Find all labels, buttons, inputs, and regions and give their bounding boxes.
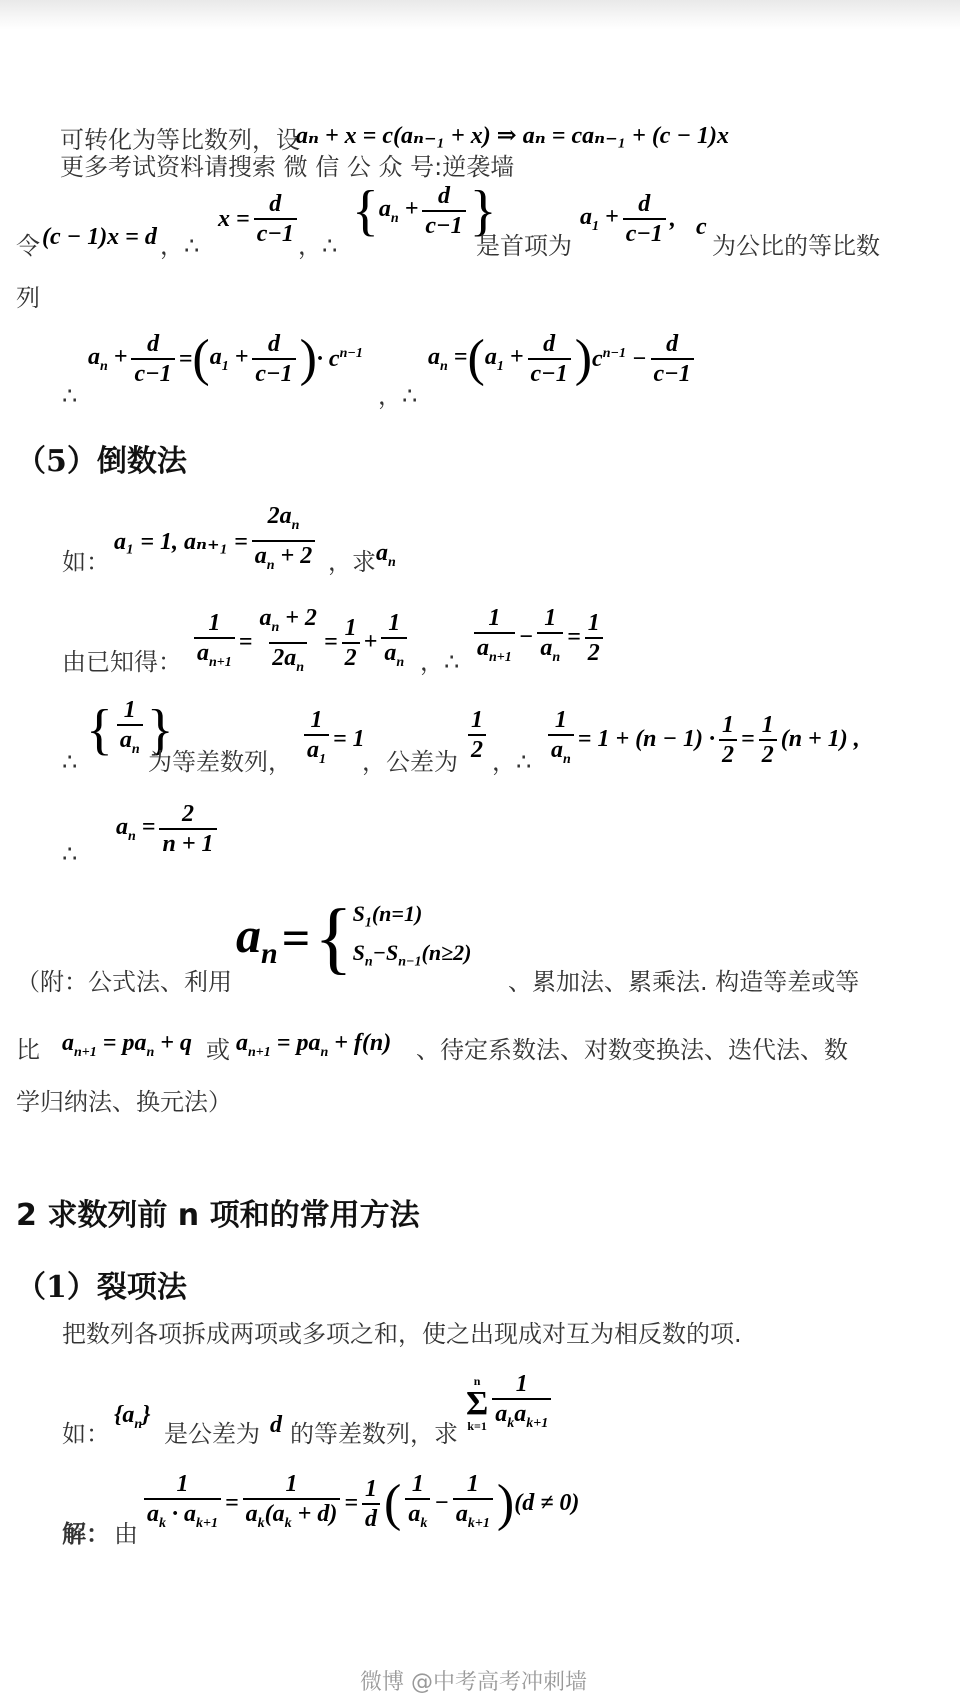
therefore-1: ，∴ [160,232,200,260]
ru2-mid: 是公差为 [164,1420,260,1448]
formula-an-final: $a_n$ = $\frac{2}{n + 1}$ [116,800,221,858]
formula-c-minus-1-x: (c − 1)x = d [42,224,157,250]
ru-label: 如： [62,548,110,576]
formula-seq-set: { $a_n$ + $\frac{d}{c-1}$ } [352,180,497,242]
formula-general-recip: $\frac{1}{a_n}$ = 1 + (n − 1) · $\frac{1}{2}$ = $\frac{1}{2}$ (n + 1) , [544,706,860,774]
wei-dengcha: 为等差数列， [148,748,292,776]
section-2-title: 2 求数列前 n 项和的常用方法 [16,1198,420,1233]
therefore-2: ，∴ [298,232,338,260]
formula-recurrence: a₁ = 1, aₙ₊₁ = $\frac{2a_n}{a_n + 2}$ [114,502,319,580]
fu-after: 、累加法、累乘法. 构造等差或等 [508,968,860,996]
ru2-after: 的等差数列，求 [290,1420,458,1448]
c-letter: c [696,214,707,240]
formula-recip-set: { $\frac{1}{a_n}$ } [86,696,174,764]
seq-an-set: $\{a_n\}$ [114,1402,151,1432]
formula-split: $\frac{1}{a_k \cdot a_{k+1}}$ = $\frac{1}{a_k(a_k + d)}$ = $\frac{1}{d}$ ( $\frac{1}{a_k}$ − $\frac{1}{a_{k+1}}$ ) (d ≠ 0) [140,1470,579,1538]
formula-an-result: $a_n$ = ( $a_1$ + $\frac{d}{c-1}$ ) $c^{n-1}$ − $\frac{d}{c-1}$ [428,330,698,388]
x-equals: x = [218,205,250,232]
therefore-8: ∴ [62,840,78,868]
formula-first-recip: $\frac{1}{a_1}$ = 1 [300,706,365,774]
an-target: $a_n$ [376,540,396,570]
ru2-label: 如： [62,1420,110,1448]
formula-sum: n Σ k=1 $\frac{1}{a_ka_{k+1}}$ [466,1370,555,1438]
ling-text: 令 [16,232,40,260]
formula-pa-q: $a_{n+1} = pa_n + q$ [62,1030,192,1060]
bi-label: 比 [16,1036,40,1064]
gongbi-text: 为公比的等比数 [712,232,880,260]
formula-half: $\frac{1}{2}$ [464,706,490,764]
jie-you: 由 [114,1520,138,1548]
fu-label: （附：公式法、利用 [16,968,232,996]
bi-after: 、待定系数法、对数变换法、迭代法、数 [416,1036,848,1064]
appendix-end: 学归纳法、换元法） [16,1088,232,1116]
bi-or: 或 [206,1036,230,1064]
therefore-4: ，∴ [378,382,418,410]
youyizhi: 由已知得： [62,648,182,676]
qiu-an: ，求 [328,548,376,576]
therefore-3: ∴ [62,382,78,410]
search-notice: 更多考试资料请搜索 微 信 公 众 号:逆袭墙 [60,153,515,181]
formula-first-term: $a_1$ + $\frac{d}{c-1}$ , [580,191,676,247]
therefore-6: ∴ [62,748,78,776]
ru2-d: d [270,1412,282,1438]
lie-text: 列 [16,284,40,312]
formula-sn-cases: $a_n$ = { $S_1(n=1)$ $S_n-S_{n-1}(n\ge 2)$ [236,894,472,982]
gongcha-wei: ，公差为 [362,748,458,776]
jie-label: 解： [62,1520,110,1548]
weibo-watermark: 微博 @中考高考冲刺墙 [360,1670,587,1695]
top-bar [0,0,960,30]
formula-an-plus: $a_n$ + $\frac{d}{c-1}$ = ( $a_1$ + $\frac{d}{c-1}$ ) · $c^{n-1}$ [88,330,363,387]
formula-difference: $\frac{1}{a_{n+1}}$ − $\frac{1}{a_n}$ = $\frac{1}{2}$ [470,604,607,672]
split-method-desc: 把数列各项拆成两项或多项之和，使之出现成对互为相反数的项. [62,1320,742,1348]
line-1-text: 可转化为等比数列，设 [60,126,300,154]
line-1-formula: aₙ + x = c(aₙ₋₁ + x) ⇒ aₙ = caₙ₋₁ + (c − 1)x [296,123,729,149]
formula-pa-fn: $a_{n+1} = pa_n + f(n)$ [236,1030,392,1060]
formula-x-eq [218,190,301,248]
section-5-title: （5）倒数法 [16,444,187,479]
frac-d-over-c-1: $\frac{d}{c-1}$ [254,190,297,248]
formula-reciprocal: $\frac{1}{a_{n+1}}$ = $\frac{a_n + 2}{2a_n}$ = $\frac{1}{2}$ + $\frac{1}{a_n}$ [190,604,411,682]
section-1-title: （1）裂项法 [16,1270,187,1305]
therefore-7: ，∴ [492,748,532,776]
shi-shouxiang: 是首项为 [476,232,572,260]
therefore-5: ，∴ [420,648,460,676]
